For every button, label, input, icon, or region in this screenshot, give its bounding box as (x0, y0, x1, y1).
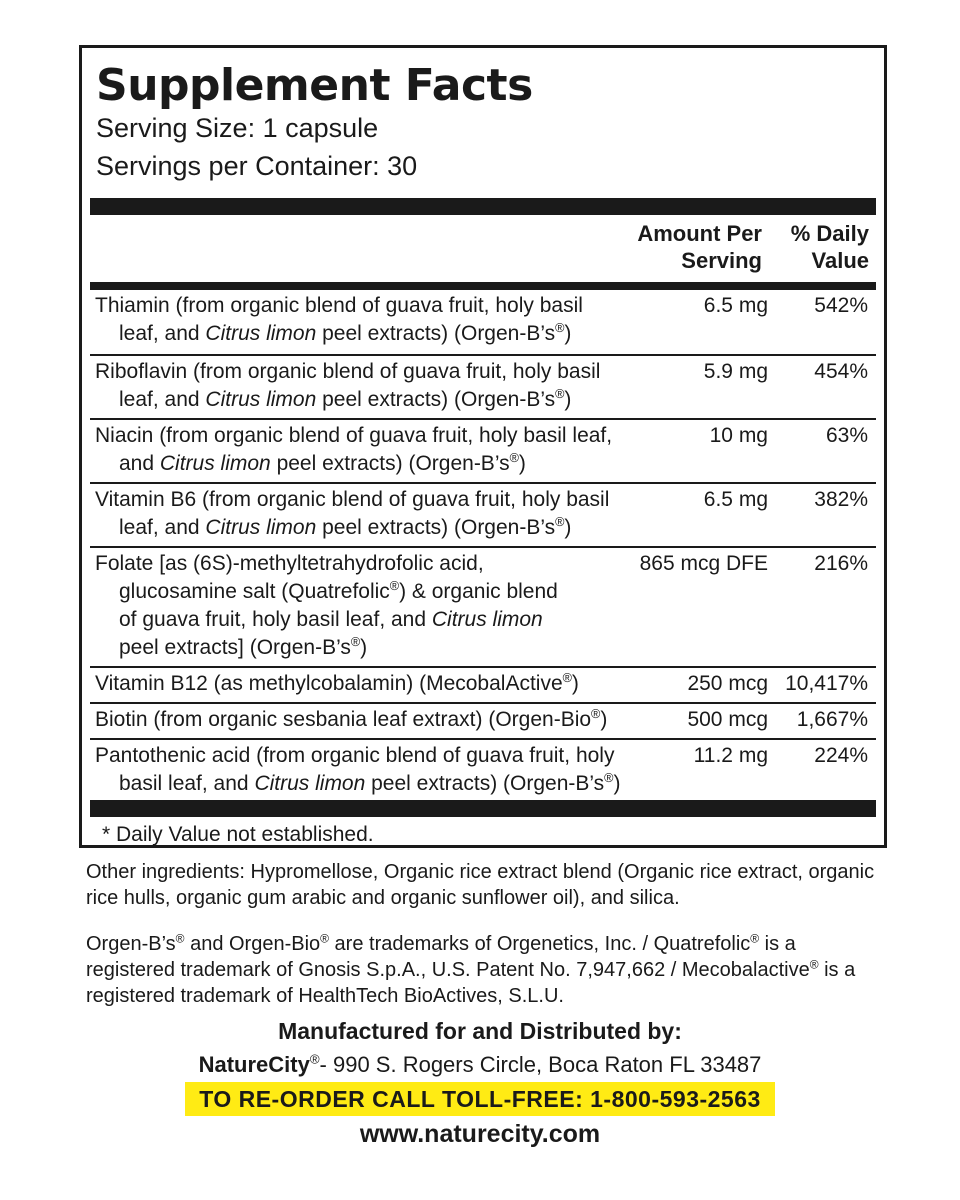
column-header-dv-line2: Value (811, 248, 869, 273)
table-row (90, 546, 876, 666)
nutrient-amount: 500 mcg (687, 708, 768, 731)
panel-title: Supplement Facts (96, 60, 533, 111)
manufacturer-address: NatureCity®- 990 S. Rogers Circle, Boca Raton FL 33487 (198, 1051, 762, 1077)
table-row (90, 418, 876, 482)
brand-name: NatureCity (198, 1052, 310, 1077)
nutrient-name: Thiamin (from organic blend of guava fruit, holy basil leaf, and Citrus limon peel extracts) (Orgen-B’s®) (95, 294, 583, 345)
servings-per-container: Servings per Container: 30 (96, 151, 418, 181)
column-header-amount (582, 220, 762, 274)
nutrient-name: Pantothenic acid (from organic blend of guava fruit, holy basil leaf, and Citrus limon peel extracts) (Orgen-B’s®) (95, 744, 621, 795)
table-row (90, 354, 876, 418)
column-header-amount-line1: Amount Per (637, 221, 762, 246)
column-header-amount-line2: Serving (681, 248, 762, 273)
nutrient-table (90, 290, 876, 800)
nutrient-daily-value: 10,417% (785, 672, 868, 695)
nutrient-amount: 6.5 mg (703, 294, 768, 317)
serving-size: Serving Size: 1 capsule (96, 113, 379, 143)
nutrient-amount: 865 mcg DFE (639, 552, 768, 575)
table-row (90, 702, 876, 738)
table-row (90, 738, 876, 798)
footnote: * Daily Value not established. (102, 823, 374, 846)
divider-thick-bottom (90, 800, 876, 817)
nutrient-name: Vitamin B6 (from organic blend of guava fruit, holy basil leaf, and Citrus limon peel extracts) (Orgen-B’s®) (95, 488, 610, 539)
nutrient-daily-value: 542% (814, 294, 868, 317)
nutrient-name: Niacin (from organic blend of guava fruit, holy basil leaf, and Citrus limon peel extracts) (Orgen-B’s®) (95, 424, 613, 475)
reorder-banner (0, 1082, 960, 1116)
trademark-notice: Orgen-B’s® and Orgen-Bio® are trademarks of Orgenetics, Inc. / Quatrefolic® is a registered trademark of Gnosis S.p.A., U.S. Patent No. 7,947,662 / Mecobalactive® is a registered trademark of HealthTech BioActives, S.L.U. (86, 931, 856, 1007)
reorder-phone: TO RE-ORDER CALL TOLL-FREE: 1-800-593-2563 (185, 1082, 775, 1116)
nutrient-daily-value: 224% (814, 744, 868, 767)
nutrient-amount: 11.2 mg (693, 744, 768, 767)
nutrient-daily-value: 382% (814, 488, 868, 511)
website-link[interactable]: www.naturecity.com (359, 1120, 601, 1148)
table-row (90, 482, 876, 546)
nutrient-name: Folate [as (6S)-methyltetrahydrofolic acid, glucosamine salt (Quatrefolic®) & organic blend of guava fruit, holy basil leaf, and Citrus limon peel extracts] (Orgen-B’s®) (95, 552, 558, 659)
supplement-facts-panel (79, 45, 887, 848)
nutrient-amount: 5.9 mg (703, 360, 768, 383)
divider-thick-top (90, 198, 876, 215)
nutrient-daily-value: 216% (814, 552, 868, 575)
nutrient-amount: 6.5 mg (703, 488, 768, 511)
nutrient-name: Riboflavin (from organic blend of guava fruit, holy basil leaf, and Citrus limon peel extracts) (Orgen-B’s®) (95, 360, 601, 411)
table-row (90, 666, 876, 702)
nutrient-name: Biotin (from organic sesbania leaf extraxt) (Orgen-Bio®) (95, 707, 608, 731)
column-header-dv-line1: % Daily (790, 221, 869, 246)
column-header-daily-value (759, 220, 869, 274)
divider-medium (90, 282, 876, 290)
nutrient-name: Vitamin B12 (as methylcobalamin) (MecobalActive®) (95, 671, 579, 695)
other-ingredients: Other ingredients: Hypromellose, Organic rice extract blend (Organic rice extract, organic rice hulls, organic gum arabic and organic sunflower oil), and silica. (86, 861, 875, 909)
nutrient-amount: 10 mg (709, 424, 768, 447)
nutrient-daily-value: 454% (814, 360, 868, 383)
nutrient-daily-value: 1,667% (796, 708, 868, 731)
nutrient-amount: 250 mcg (687, 672, 768, 695)
nutrient-daily-value: 63% (825, 424, 868, 447)
table-row (90, 290, 876, 354)
manufacturer-heading: Manufactured for and Distributed by: (278, 1018, 682, 1044)
